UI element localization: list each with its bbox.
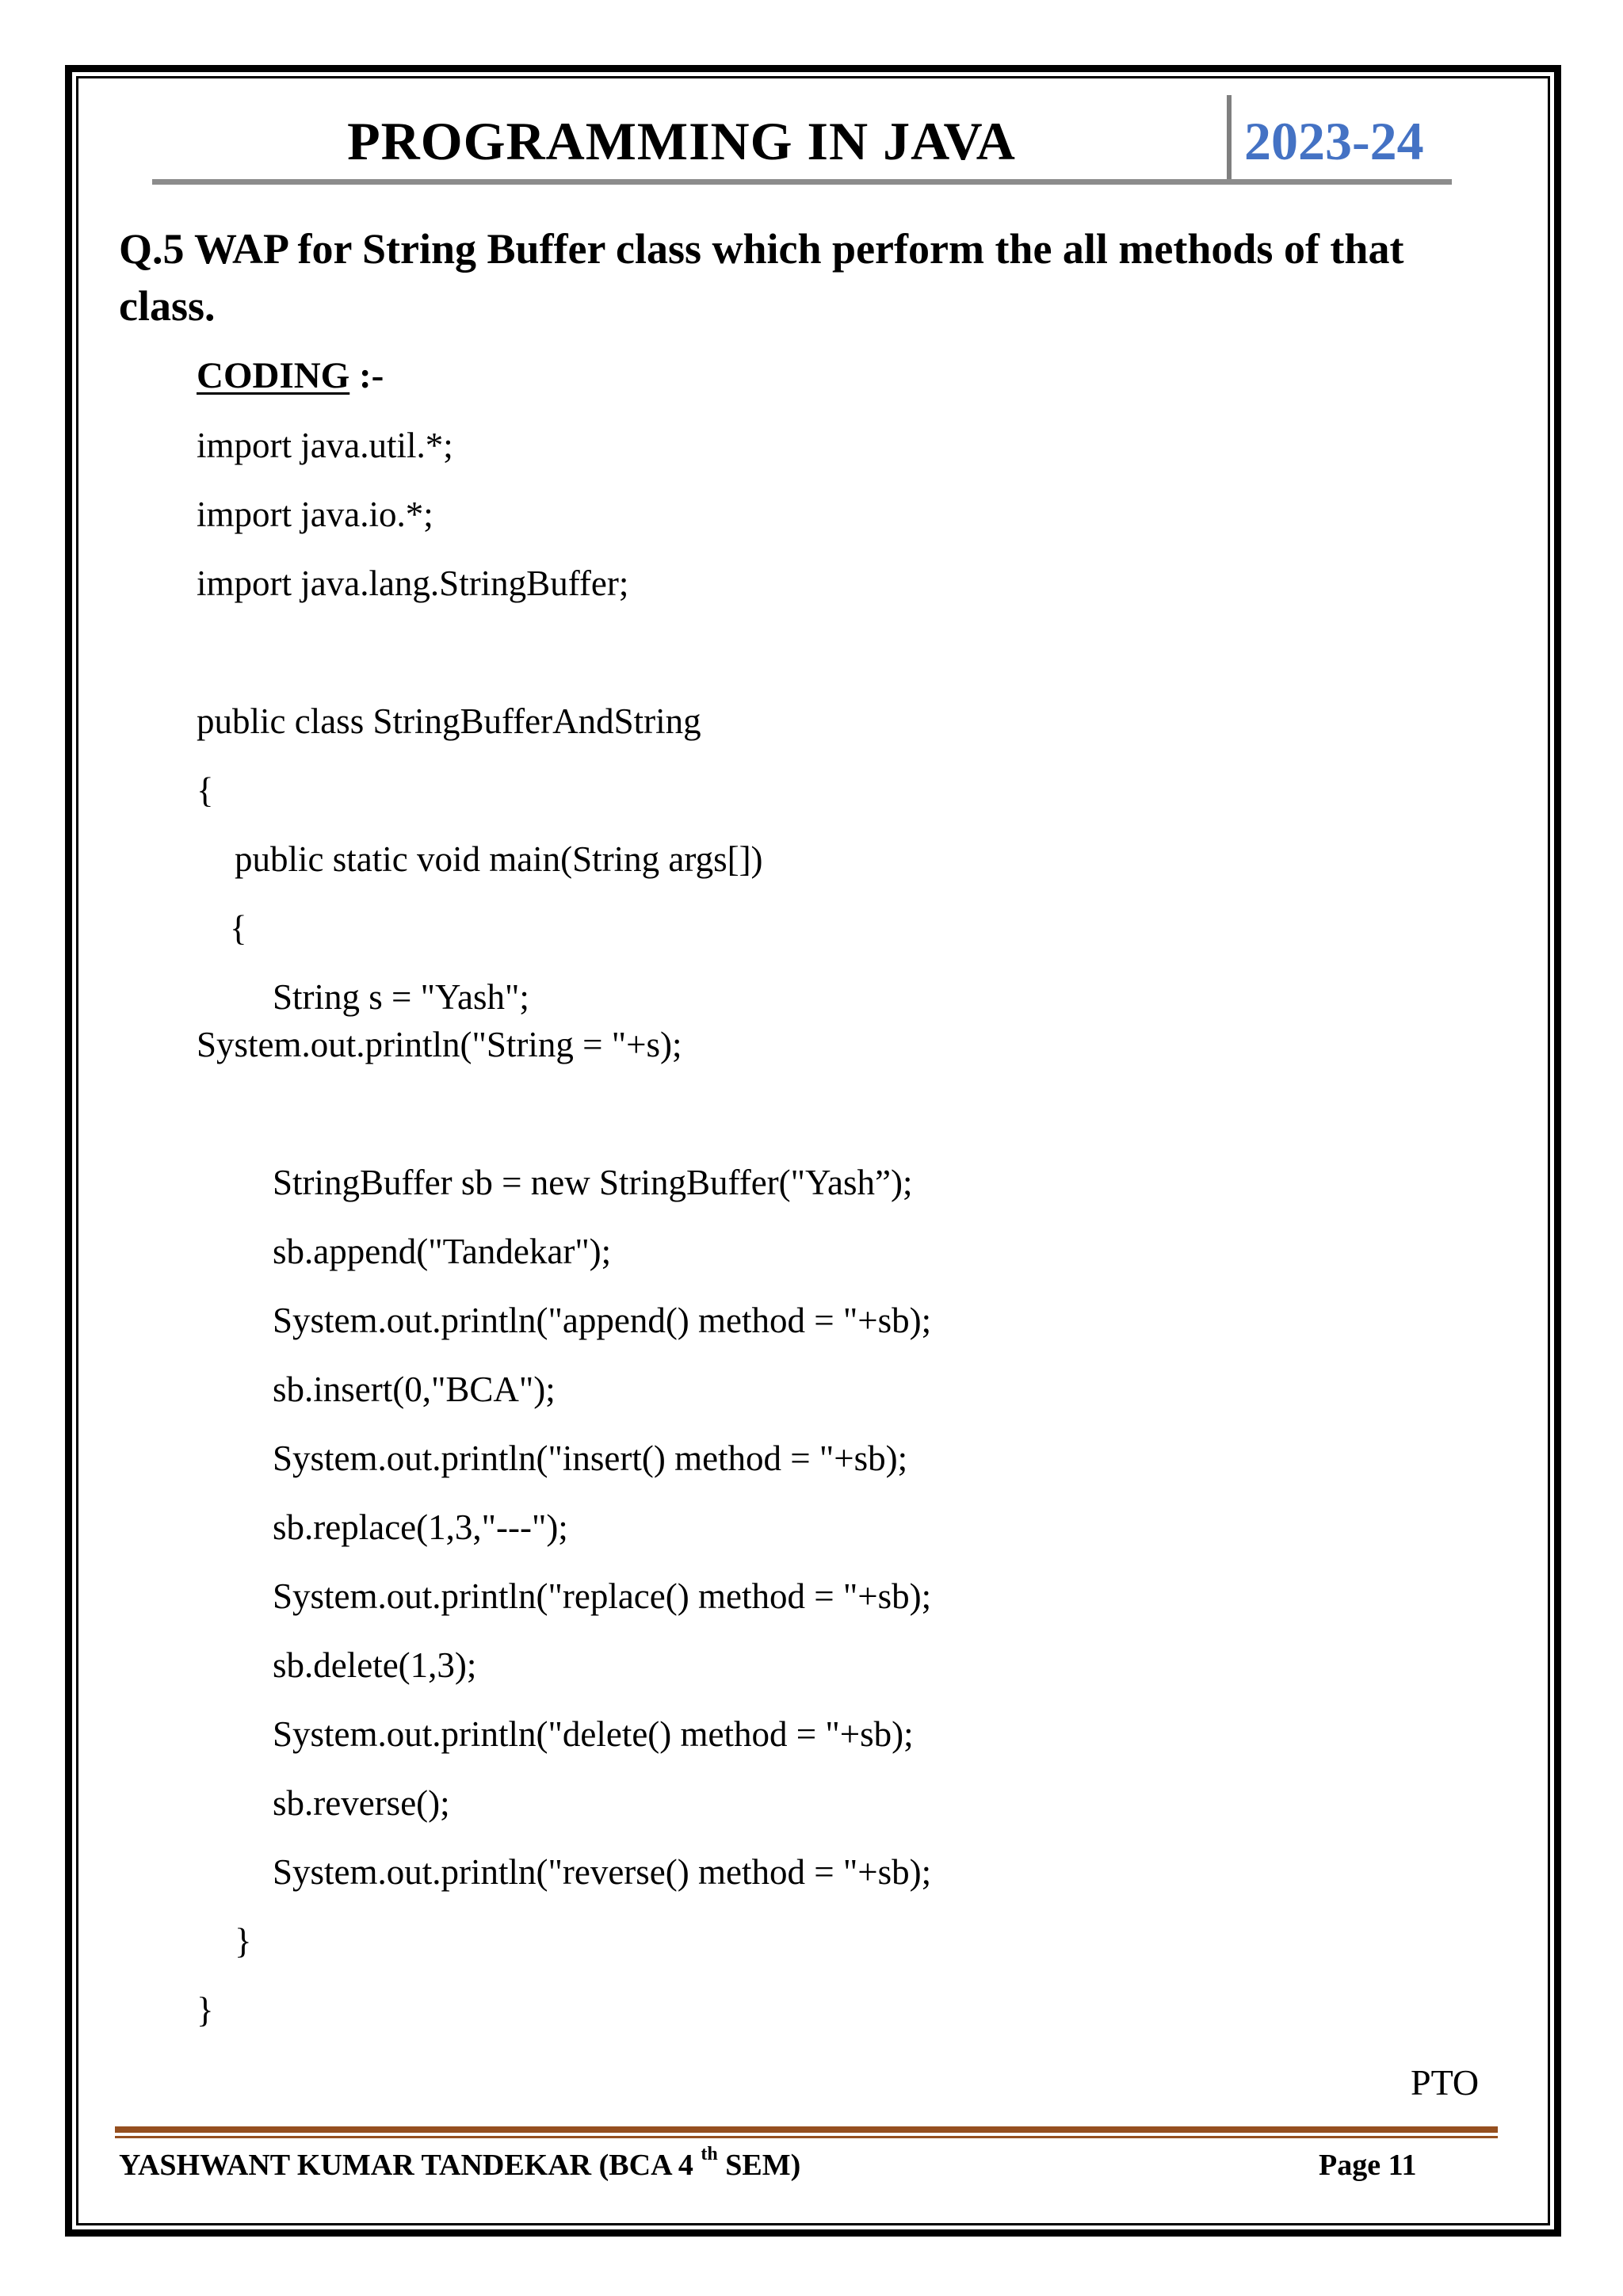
coding-label bbox=[197, 352, 384, 399]
header-title: PROGRAMMING IN JAVA bbox=[347, 111, 1016, 171]
code-line: sb.insert(0,"BCA"); bbox=[273, 1370, 556, 1409]
header-year: 2023-24 bbox=[1244, 111, 1424, 171]
code-line: public class StringBufferAndString bbox=[197, 701, 701, 741]
code-line: } bbox=[197, 1990, 214, 2030]
code-line: String s = "Yash"; bbox=[273, 977, 529, 1017]
footer-author bbox=[119, 2143, 800, 2187]
code-line: import java.util.*; bbox=[197, 426, 453, 465]
footer-author-suffix: SEM) bbox=[717, 2149, 801, 2182]
code-line: StringBuffer sb = new StringBuffer("Yash”); bbox=[273, 1163, 913, 1202]
code-line: System.out.println("replace() method = "+sb); bbox=[273, 1576, 932, 1616]
code-line: sb.replace(1,3,"---"); bbox=[273, 1507, 568, 1547]
footer-rule-thin bbox=[115, 2136, 1498, 2138]
code-line: } bbox=[235, 1921, 252, 1961]
code-line: System.out.println("delete() method = "+sb); bbox=[273, 1714, 914, 1754]
code-line: public static void main(String args[]) bbox=[235, 839, 763, 879]
code-line: { bbox=[197, 770, 214, 810]
code-line: sb.delete(1,3); bbox=[273, 1645, 477, 1685]
footer-author-sup: th bbox=[701, 2144, 718, 2164]
coding-label-text: CODING bbox=[197, 355, 350, 396]
code-line: System.out.println("String = "+s); bbox=[197, 1025, 682, 1064]
pto-note: PTO bbox=[1411, 2062, 1480, 2103]
header-underline bbox=[152, 179, 1452, 185]
code-line: System.out.println("append() method = "+sb); bbox=[273, 1301, 932, 1340]
code-line: sb.reverse(); bbox=[273, 1783, 450, 1823]
code-line: { bbox=[230, 908, 247, 948]
code-line: import java.lang.StringBuffer; bbox=[197, 563, 629, 603]
code-line: System.out.println("insert() method = "+sb); bbox=[273, 1438, 908, 1478]
footer-author-prefix: YASHWANT KUMAR TANDEKAR (BCA 4 bbox=[119, 2149, 701, 2182]
footer-rule bbox=[115, 2126, 1498, 2133]
code-line: System.out.println("reverse() method = "+sb); bbox=[273, 1852, 932, 1892]
question-heading: Q.5 WAP for String Buffer class which perform the all methods of that class. bbox=[119, 225, 1404, 330]
code-line: import java.io.*; bbox=[197, 495, 433, 534]
header-divider bbox=[1227, 95, 1232, 184]
coding-label-suffix: :- bbox=[349, 355, 384, 396]
code-line: sb.append("Tandekar"); bbox=[273, 1232, 612, 1271]
page-number: Page 11 bbox=[1319, 2149, 1417, 2182]
